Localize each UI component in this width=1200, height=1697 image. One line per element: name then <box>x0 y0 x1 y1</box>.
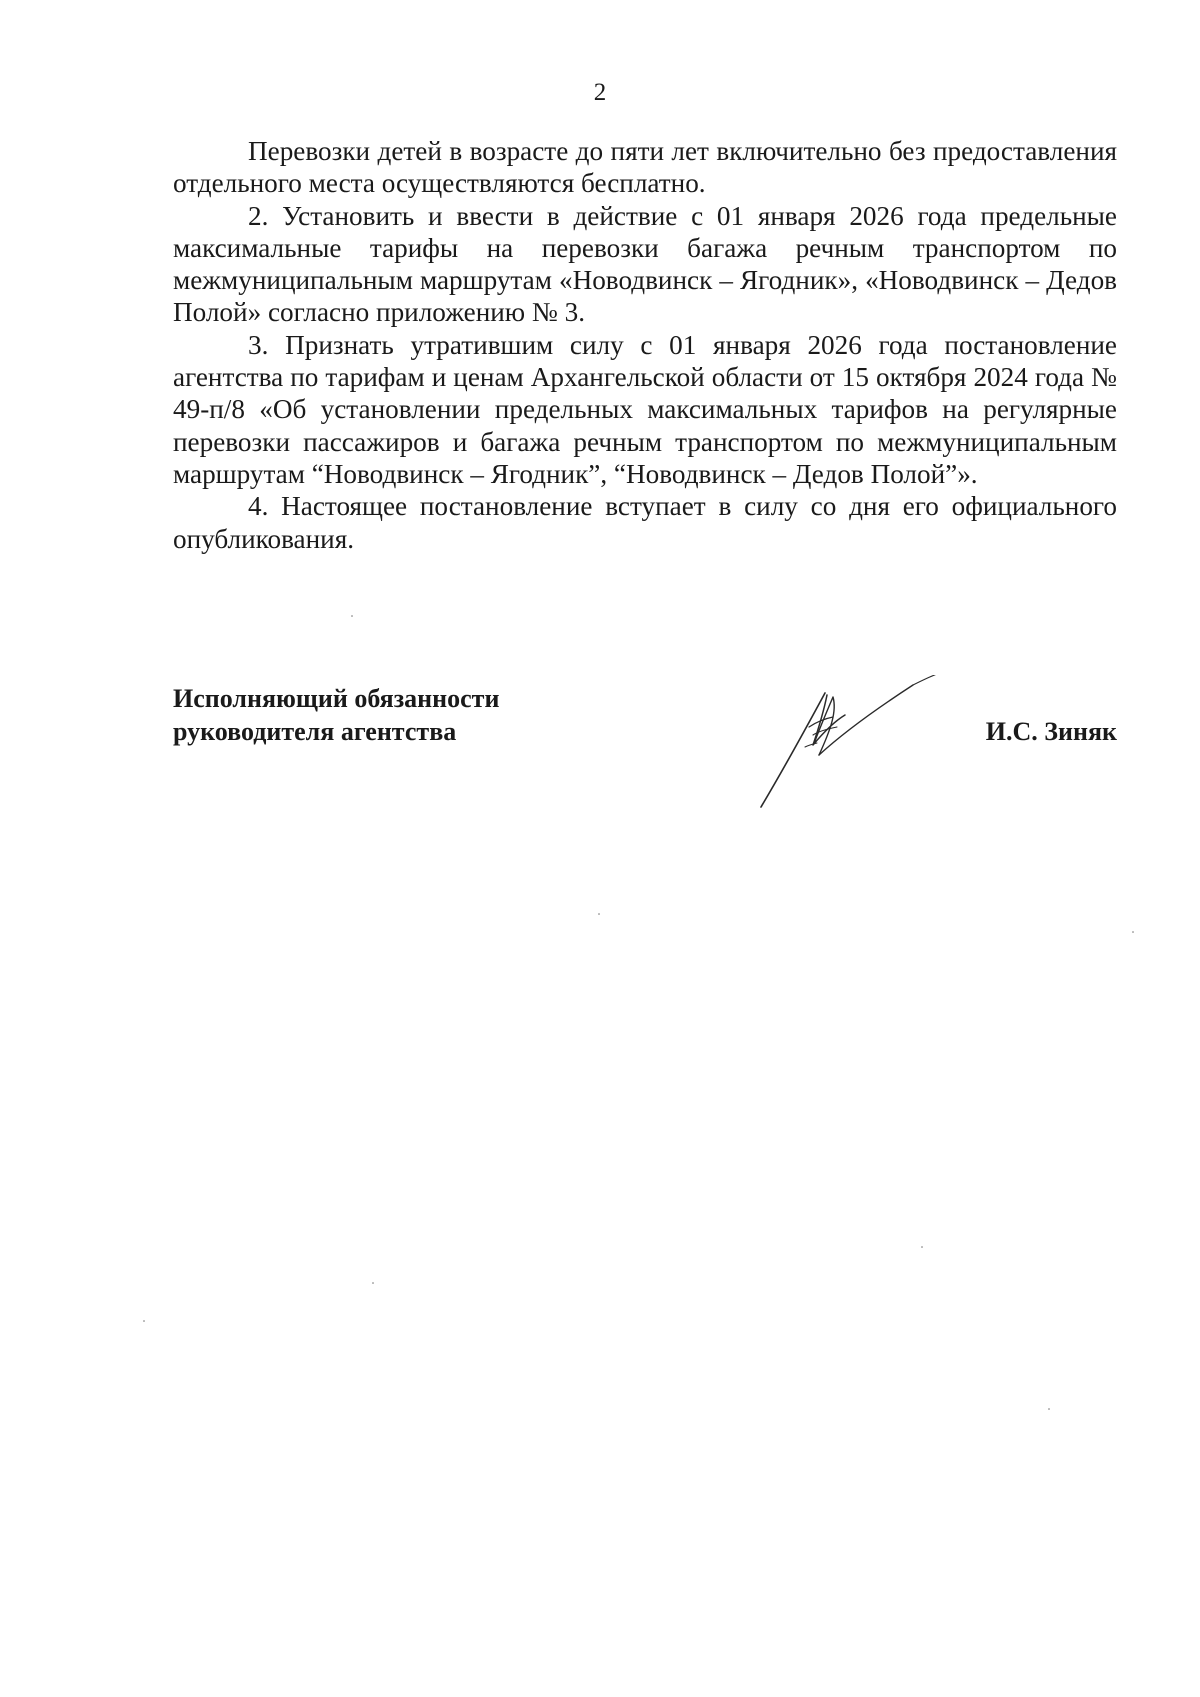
signer-name: И.С. Зиняк <box>985 716 1117 746</box>
scan-speck <box>598 913 600 915</box>
signature-block <box>173 683 1117 823</box>
scan-speck <box>1132 931 1134 933</box>
paragraph-repeal-previous-resolution: 3. Признать утратившим силу с 01 января 2026 года постановление агентства по тарифам и ценам Архангельской области от 15 октября 2024 года № 49-п/8 «Об установлении предельных максимальных тарифов на регулярные перевозки пассажиров и багажа речным транспортом по межмуниципальным маршрутам “Новодвинск – Ягодник”, “Новодвинск – Дедов Полой”». <box>173 329 1117 489</box>
paragraph-baggage-tariffs: 2. Установить и ввести в действие с 01 января 2026 года предельные максимальные тарифы на перевозки багажа речным транспортом по межмуниципальным маршрутам «Новодвинск – Ягодник», «Новодвинск – Дедов Полой» согласно приложению № 3. <box>173 200 1117 328</box>
scan-speck <box>921 1246 923 1248</box>
paragraph-entry-into-force: 4. Настоящее постановление вступает в силу со дня его официального опубликования. <box>173 491 1117 554</box>
document-body <box>173 135 1117 555</box>
signer-position <box>173 683 499 748</box>
scan-speck <box>143 1320 145 1322</box>
scan-speck <box>351 615 353 617</box>
page-number: 2 <box>593 79 607 106</box>
handwritten-signature <box>753 675 953 815</box>
signer-position-line-2: руководителя агентства <box>173 716 457 746</box>
signer-position-line-1: Исполняющий обязанности <box>173 684 500 713</box>
scan-speck <box>372 1282 374 1284</box>
scan-speck <box>1048 1408 1050 1410</box>
paragraph-children-free-travel: Перевозки детей в возрасте до пяти лет включительно без предоставления отдельного места осуществляются бесплатно. <box>173 136 1117 199</box>
